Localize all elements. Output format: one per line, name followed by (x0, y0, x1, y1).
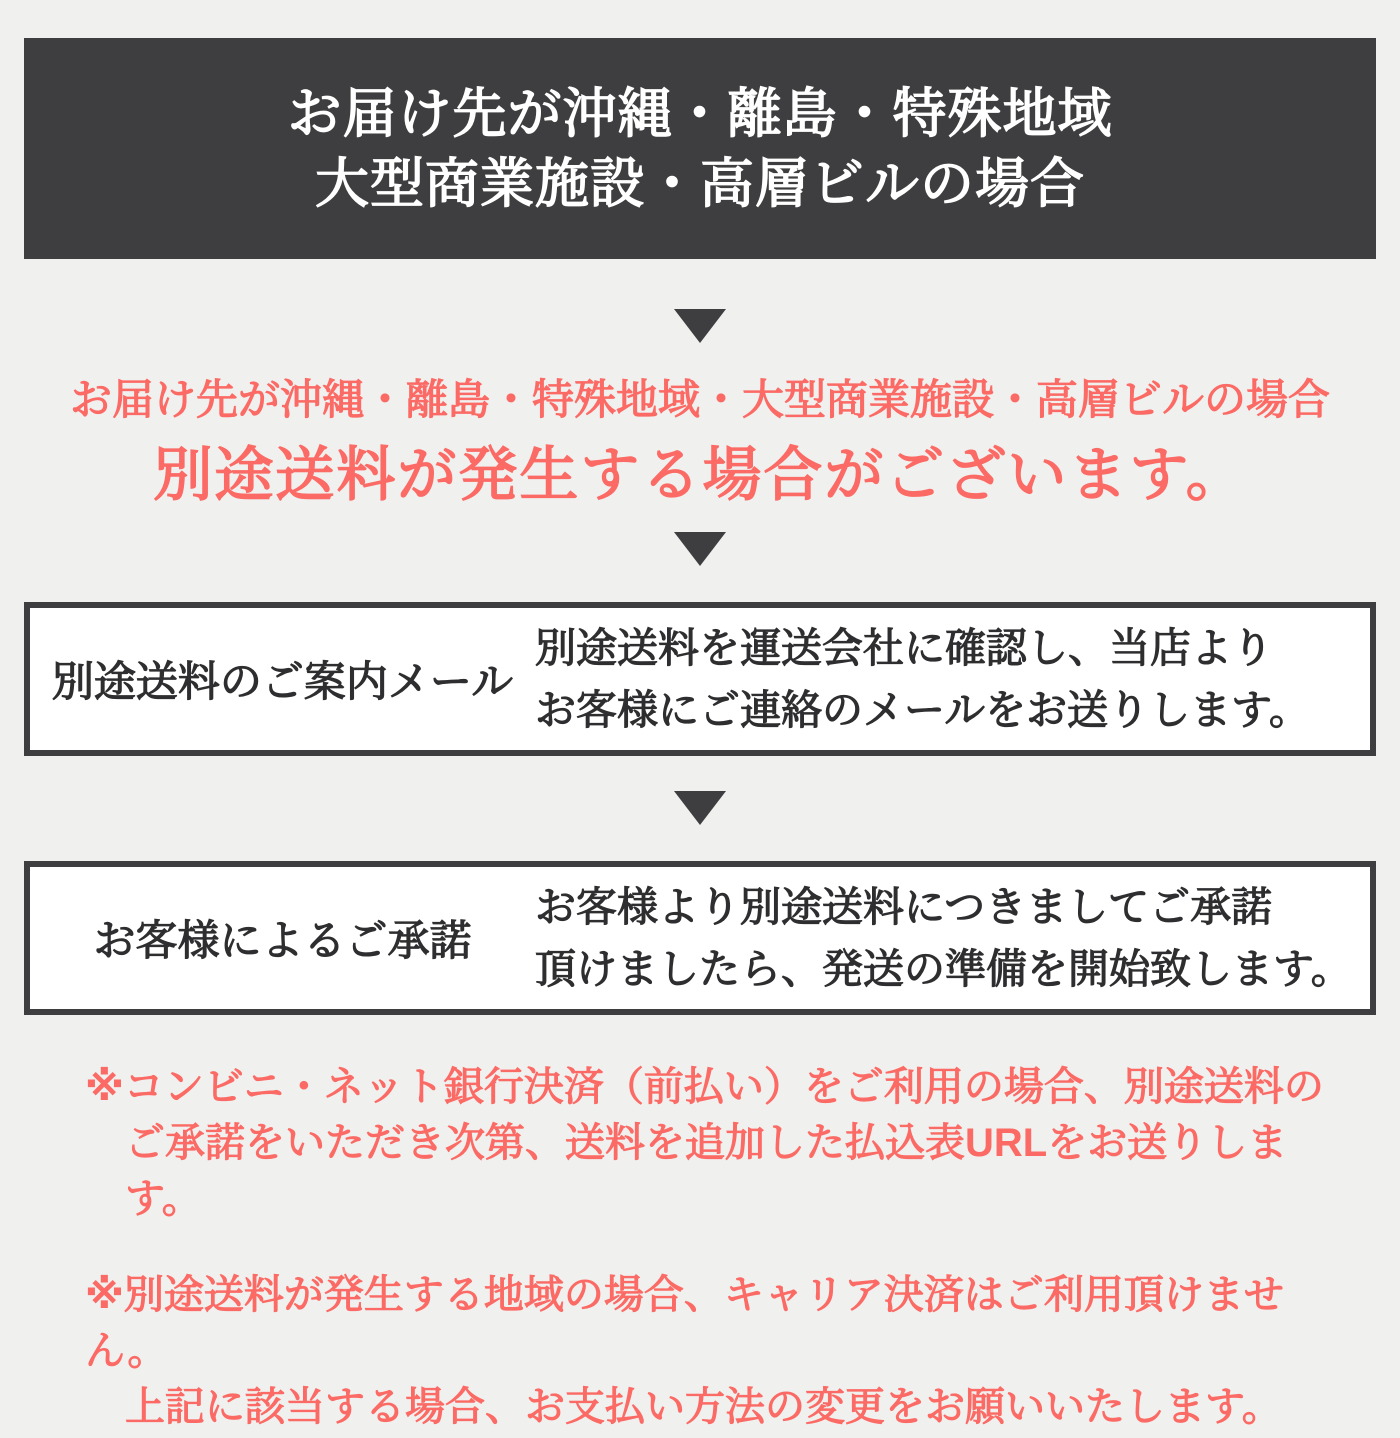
step-description-line1: 別途送料を運送会社に確認し、当店より (535, 625, 1273, 671)
note-carrier-payment (85, 1267, 1360, 1435)
shipping-info-page (0, 38, 1400, 1438)
step-description (535, 876, 1370, 1000)
down-arrow-icon (674, 532, 726, 566)
note-line2: ご承諾をいただき次第、送料を追加した払込表URLをお送りします。 (125, 1121, 1288, 1221)
header-banner (24, 38, 1376, 259)
step-label: 別途送料のご案内メール (51, 658, 514, 705)
down-arrow-icon (674, 309, 726, 343)
header-title-line2: 大型商業施設・高層ビルの場合 (315, 153, 1085, 214)
highlight-fee-text: 別途送料が発生する場合がございます。 (153, 442, 1247, 508)
note-line1: ※コンビニ・ネット銀行決済（前払い）をご利用の場合、別途送料の (85, 1065, 1324, 1109)
header-title-line1: お届け先が沖縄・離島・特殊地域 (287, 83, 1113, 144)
highlight-message (0, 374, 1400, 510)
down-arrow-icon (674, 791, 726, 825)
step-description (535, 617, 1370, 741)
note-line2: 上記に該当する場合、お支払い方法の変更をお願いいたします。 (125, 1385, 1282, 1429)
highlight-condition-text: お届け先が沖縄・離島・特殊地域・大型商業施設・高層ビルの場合 (69, 376, 1330, 423)
step-label: お客様によるご承諾 (93, 917, 472, 964)
note-line1: ※別途送料が発生する地域の場合、キャリア決済はご利用頂けません。 (85, 1273, 1284, 1373)
step-description-line2: 頂けましたら、発送の準備を開始致します。 (535, 946, 1352, 992)
step-description-line2: お客様にご連絡のメールをお送りします。 (535, 687, 1310, 733)
step-box-fee-notice-mail (24, 602, 1376, 756)
note-prepayment (85, 1059, 1360, 1227)
step-box-customer-approval (24, 861, 1376, 1015)
step-description-line1: お客様より別途送料につきましてご承諾 (535, 884, 1273, 930)
